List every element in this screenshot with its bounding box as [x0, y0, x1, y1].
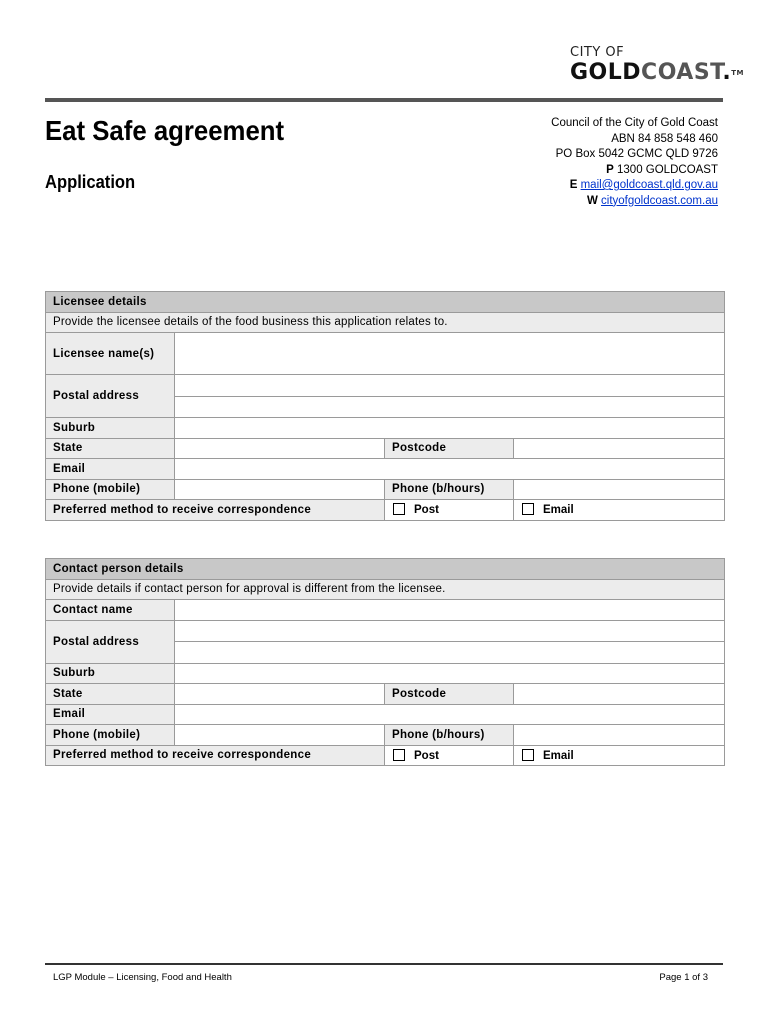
- contact-person-details-table: [45, 558, 725, 766]
- licensee-heading: Licensee details: [46, 292, 725, 313]
- council-phone: 1300 GOLDCOAST: [617, 163, 718, 176]
- contact-post-option[interactable]: [385, 745, 514, 766]
- page-title: Eat Safe agreement: [45, 115, 285, 146]
- contact-postal-label: Postal address: [46, 620, 175, 663]
- post-option-label: Post: [414, 749, 439, 762]
- email-prefix: E: [569, 179, 578, 191]
- licensee-postal-field-2[interactable]: [175, 396, 725, 418]
- licensee-email-label: Email: [46, 459, 175, 480]
- logo-trademark: TM: [731, 69, 744, 77]
- council-phone-line: [551, 163, 718, 179]
- licensee-details-table: [45, 291, 725, 521]
- city-of-gold-coast-logo: [570, 45, 744, 86]
- council-email-link[interactable]: mail@goldcoast.qld.gov.au: [580, 179, 718, 191]
- contact-state-label: State: [46, 684, 175, 705]
- contact-phone-bh-label: Phone (b/hours): [385, 725, 514, 746]
- council-contact-block: [551, 116, 718, 209]
- licensee-postal-field-1[interactable]: [175, 375, 725, 397]
- footer-page-number: Page 1 of 3: [659, 972, 708, 983]
- contact-preferred-label: Preferred method to receive correspondence: [46, 745, 385, 766]
- council-abn: ABN 84 858 548 460: [611, 132, 718, 145]
- page-subtitle: Application: [45, 172, 136, 192]
- logo-dot: .: [722, 60, 732, 85]
- licensee-email-option[interactable]: [514, 500, 725, 521]
- email-option-label: Email: [543, 749, 574, 762]
- email-checkbox[interactable]: [522, 503, 534, 515]
- licensee-description: Provide the licensee details of the food business this application relates to.: [46, 312, 725, 333]
- licensee-phone-bh-label: Phone (b/hours): [385, 479, 514, 500]
- email-checkbox[interactable]: [522, 749, 534, 761]
- logo-gold-text: GOLD: [570, 60, 642, 85]
- council-web-line: [551, 194, 718, 210]
- web-prefix: W: [586, 194, 598, 207]
- council-email-line: [551, 178, 718, 194]
- contact-phone-bh-field[interactable]: [514, 725, 725, 746]
- email-option-label: Email: [543, 504, 574, 517]
- logo-wordmark: [570, 60, 744, 86]
- footer-module-text: LGP Module – Licensing, Food and Health: [53, 972, 232, 983]
- logo-city-of-text: CITY OF: [570, 45, 625, 60]
- licensee-phone-mobile-field[interactable]: [175, 479, 385, 500]
- licensee-state-label: State: [46, 438, 175, 459]
- licensee-post-option[interactable]: [385, 500, 514, 521]
- council-web-link[interactable]: cityofgoldcoast.com.au: [601, 194, 718, 207]
- contact-email-option[interactable]: [514, 745, 725, 766]
- licensee-name-field[interactable]: [175, 333, 725, 375]
- licensee-suburb-label: Suburb: [46, 418, 175, 439]
- contact-postcode-field[interactable]: [514, 684, 725, 705]
- contact-suburb-field[interactable]: [175, 663, 725, 684]
- contact-name-field[interactable]: [175, 600, 725, 621]
- licensee-preferred-label: Preferred method to receive correspondence: [46, 500, 385, 521]
- licensee-postal-label: Postal address: [46, 375, 175, 418]
- council-po-box: PO Box 5042 GCMC QLD 9726: [555, 148, 718, 160]
- contact-email-label: Email: [46, 704, 175, 725]
- licensee-name-label: Licensee name(s): [46, 333, 175, 375]
- contact-phone-mobile-label: Phone (mobile): [46, 725, 175, 746]
- licensee-suburb-field[interactable]: [175, 418, 725, 439]
- licensee-postcode-label: Postcode: [385, 438, 514, 459]
- contact-email-field[interactable]: [175, 704, 725, 725]
- header-rule: [45, 98, 723, 102]
- licensee-phone-bh-field[interactable]: [514, 479, 725, 500]
- licensee-phone-mobile-label: Phone (mobile): [46, 479, 175, 500]
- licensee-postcode-field[interactable]: [514, 438, 725, 459]
- phone-prefix: P: [606, 163, 614, 176]
- footer-rule: [45, 963, 723, 965]
- post-checkbox[interactable]: [393, 749, 405, 761]
- contact-person-heading: Contact person details: [46, 559, 725, 580]
- contact-postal-field-1[interactable]: [175, 620, 725, 642]
- council-name: Council of the City of Gold Coast: [551, 117, 718, 129]
- contact-person-description: Provide details if contact person for approval is different from the licensee.: [46, 579, 725, 600]
- logo-coast-text: COAST: [641, 60, 723, 85]
- post-option-label: Post: [414, 504, 439, 517]
- contact-suburb-label: Suburb: [46, 663, 175, 684]
- licensee-state-field[interactable]: [175, 438, 385, 459]
- licensee-email-field[interactable]: [175, 459, 725, 480]
- contact-postal-field-2[interactable]: [175, 642, 725, 664]
- contact-name-label: Contact name: [46, 600, 175, 621]
- contact-state-field[interactable]: [175, 684, 385, 705]
- contact-postcode-label: Postcode: [385, 684, 514, 705]
- post-checkbox[interactable]: [393, 503, 405, 515]
- contact-phone-mobile-field[interactable]: [175, 725, 385, 746]
